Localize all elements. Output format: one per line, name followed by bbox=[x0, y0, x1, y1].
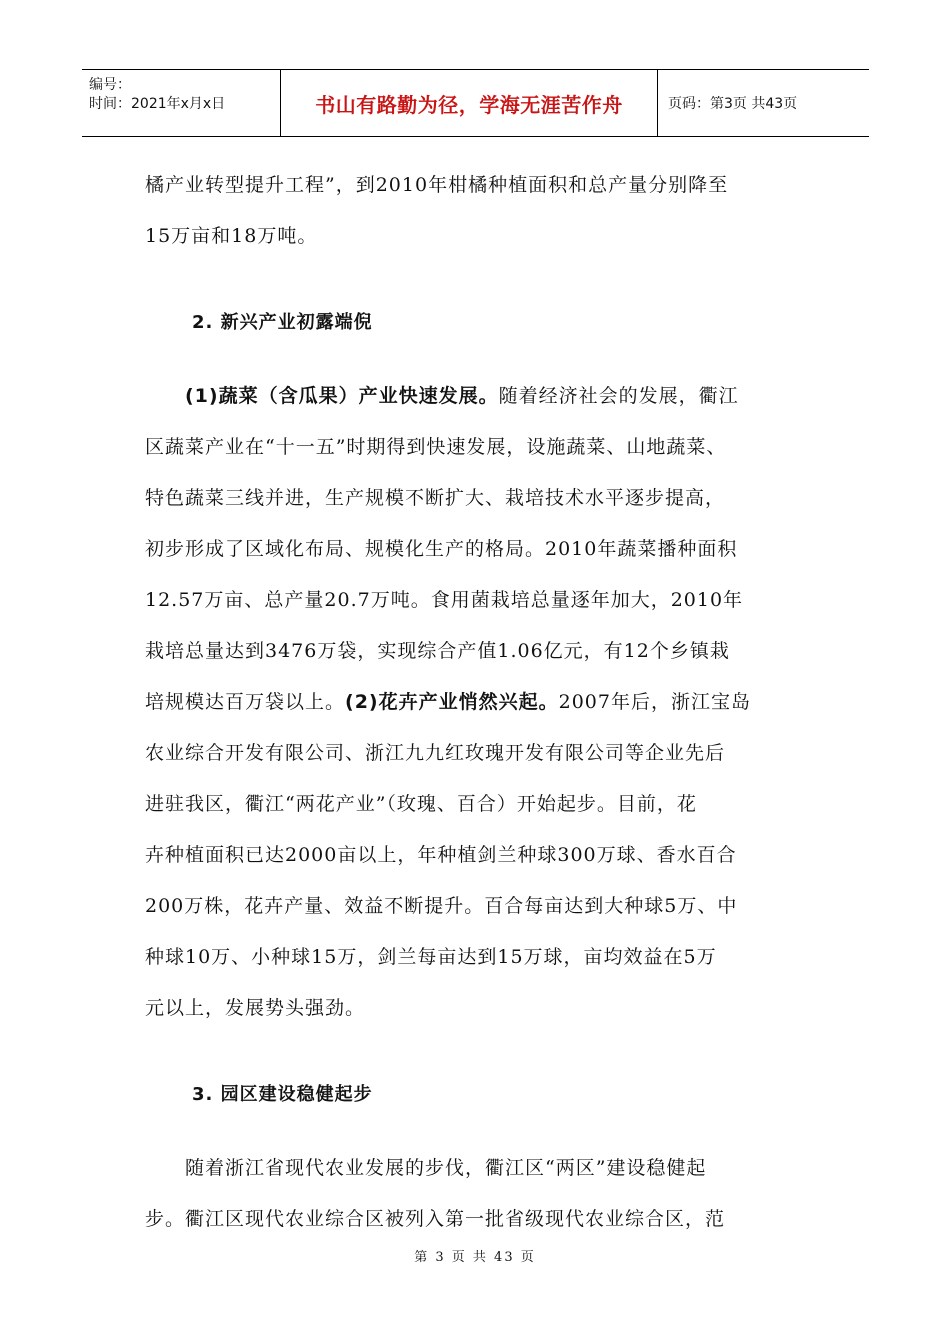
document-body bbox=[145, 160, 810, 1245]
body-line: 区蔬菜产业在“十一五”时期得到快速发展，设施蔬菜、山地蔬菜、 bbox=[145, 436, 727, 458]
body-line: 栽培总量达到3476万袋，实现综合产值1.06亿元，有12个乡镇栽 bbox=[145, 640, 730, 662]
bold-lead: (2)花卉产业悄然兴起。 bbox=[345, 691, 559, 713]
section-heading-2: 2. 新兴产业初露端倪 bbox=[192, 312, 373, 333]
body-line: 200万株，花卉产量、效益不断提升。百合每亩达到大种球5万、中 bbox=[145, 895, 738, 917]
body-line: 随着浙江省现代农业发展的步伐，衢江区“两区”建设稳健起 bbox=[185, 1157, 707, 1179]
body-text: 2007年后，浙江宝岛 bbox=[558, 691, 751, 713]
body-line: 元以上，发展势头强劲。 bbox=[145, 997, 366, 1019]
section-heading-3: 3. 园区建设稳健起步 bbox=[192, 1084, 373, 1105]
page-footer: 第 3 页 共 43 页 bbox=[414, 1250, 536, 1265]
body-line: 农业综合开发有限公司、浙江九九红玫瑰开发有限公司等企业先后 bbox=[145, 742, 726, 764]
header-meta-cell bbox=[82, 70, 281, 136]
serial-number-label: 编号： bbox=[89, 77, 131, 93]
header-page-info: 页码：第3页 共43页 bbox=[668, 96, 798, 112]
body-line bbox=[145, 677, 810, 728]
body-text: 培规模达百万袋以上。 bbox=[145, 691, 346, 713]
body-line: 15万亩和18万吨。 bbox=[145, 225, 318, 247]
body-line: 步。衢江区现代农业综合区被列入第一批省级现代农业综合区，范 bbox=[145, 1208, 726, 1230]
body-line: 卉种植面积已达2000亩以上，年种植剑兰种球300万球、香水百合 bbox=[145, 844, 737, 866]
body-line: 初步形成了区域化布局、规模化生产的格局。2010年蔬菜播种面积 bbox=[145, 538, 738, 560]
body-line: 种球10万、小种球15万，剑兰每亩达到15万球，亩均效益在5万 bbox=[145, 946, 717, 968]
header-motto: 书山有路勤为径，学海无涯苦作舟 bbox=[281, 70, 658, 136]
bold-lead: (1)蔬菜（含瓜果）产业快速发展。 bbox=[185, 385, 499, 407]
body-line: 橘产业转型提升工程”，到2010年柑橘种植面积和总产量分别降至 bbox=[145, 174, 729, 196]
page-header bbox=[82, 69, 869, 137]
body-line: 特色蔬菜三线并进，生产规模不断扩大、栽培技术水平逐步提高， bbox=[145, 487, 726, 509]
body-line bbox=[145, 371, 810, 422]
date-line: 时间：2021年x月x日 bbox=[89, 96, 226, 112]
body-text: 随着经济社会的发展，衢江 bbox=[498, 385, 739, 407]
body-line: 进驻我区，衢江“两花产业”（玫瑰、百合）开始起步。目前，花 bbox=[145, 793, 697, 815]
body-line: 12.57万亩、总产量20.7万吨。食用菌栽培总量逐年加大，2010年 bbox=[145, 589, 744, 611]
